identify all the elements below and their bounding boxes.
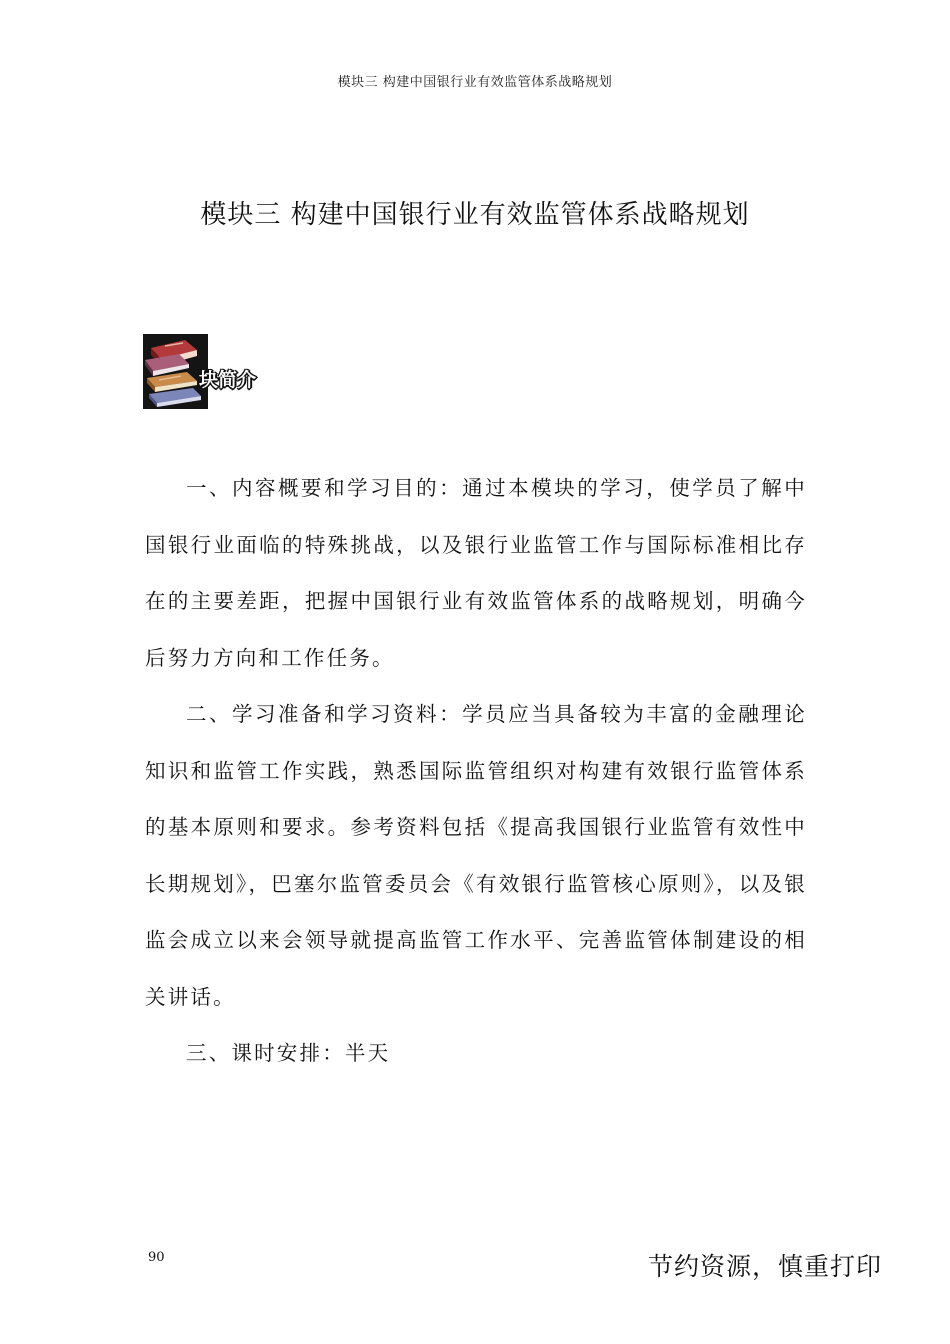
section-badge	[143, 334, 283, 410]
page-title: 模块三 构建中国银行业有效监管体系战略规划	[200, 200, 750, 230]
body-text	[145, 460, 807, 1082]
running-header: 模块三 构建中国银行业有效监管体系战略规划	[337, 75, 613, 90]
footer-slogan: 节约资源，慎重打印	[647, 1252, 882, 1281]
section-badge-label: 块简介	[199, 369, 257, 391]
paragraph-schedule: 三、课时安排：半天	[186, 1041, 391, 1065]
paragraph-content-summary: 一、内容概要和学习目的：通过本模块的学习，使学员了解中国银行业面临的特殊挑战，以及银行业监管工作与国际标准相比存在的主要差距，把握中国银行业有效监管体系的战略规划，明确今后努力方向和工作任务。	[145, 476, 807, 670]
paragraph-study-materials: 二、学习准备和学习资料：学员应当具备较为丰富的金融理论知识和监管工作实践，熟悉国际监管组织对构建有效银行监管体系的基本原则和要求。参考资料包括《提高我国银行业监管有效性中长期规划》，巴塞尔监管委员会《有效银行监管核心原则》，以及银监会成立以来会领导就提高监管工作水平、完善监管体制建设的相关讲话。	[145, 702, 807, 1009]
page-number: 90	[148, 1250, 165, 1265]
